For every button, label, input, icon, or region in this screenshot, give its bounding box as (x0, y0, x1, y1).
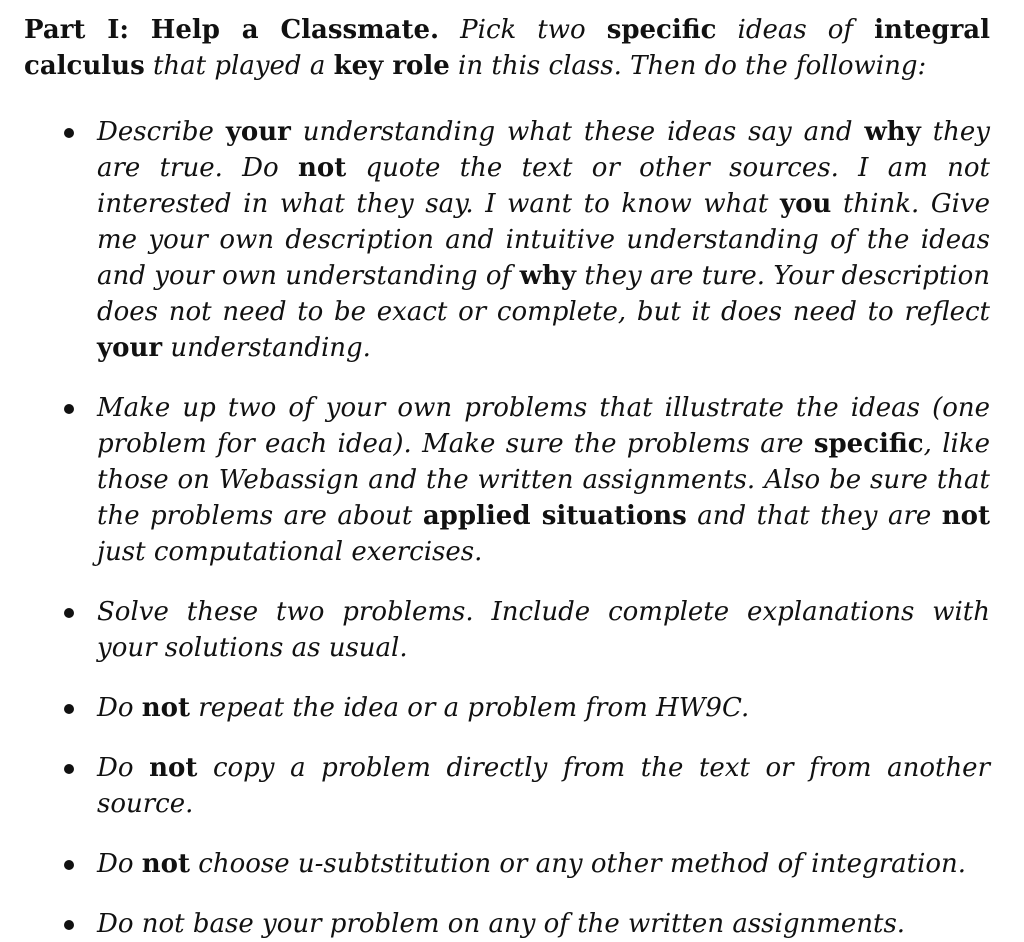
bullet-icon (64, 764, 74, 774)
list-item (97, 906, 990, 942)
body-text: they are ture. Your description does not need to be exact or complete, but it does need to reflect (97, 261, 990, 327)
body-text: Do (97, 753, 150, 783)
body-text: just computational exercises. (97, 537, 483, 567)
emphasis-text: applied situations (422, 501, 687, 531)
emphasis-text: not (941, 501, 990, 531)
emphasis-text: key role (333, 51, 450, 81)
list-item-text (97, 393, 990, 567)
intro-paragraph (24, 12, 990, 84)
emphasis-text: not (297, 153, 347, 183)
body-text: quote the text or other sources. I am not interested in what they say. I want to know what (97, 153, 990, 219)
list-item (97, 846, 990, 882)
list-item-text (97, 849, 966, 879)
list-item-text (97, 909, 905, 939)
part-heading: Part I: Help a Classmate. (24, 15, 440, 45)
body-text: think. Give me your own description and intuitive understanding of the ideas and your own understanding of (97, 189, 991, 291)
list-item-text (97, 753, 990, 819)
list-item (97, 114, 990, 366)
list-item (97, 690, 990, 726)
bullet-icon (64, 404, 74, 414)
bullet-icon (64, 860, 74, 870)
emphasis-text: why (864, 117, 921, 147)
emphasis-text: your (225, 117, 291, 147)
list-item-text (97, 597, 990, 663)
body-text: understanding what these ideas say and (290, 117, 865, 147)
emphasis-text: why (519, 261, 576, 291)
emphasis-text: specific (606, 15, 717, 45)
emphasis-text: not (149, 753, 198, 783)
emphasis-text: your (97, 333, 163, 363)
body-text: Describe (97, 117, 226, 147)
body-text: Make up two of your own problems that illustrate the ideas (one problem for each idea). Make sure the problems are (97, 393, 990, 459)
list-item-text (97, 693, 749, 723)
body-text: Solve these two problems. Include complete explanations with your solutions as usual. (97, 597, 990, 663)
emphasis-text: not (141, 849, 191, 879)
body-text: Do not base your problem on any of the written assignments. (97, 909, 906, 939)
body-text: copy a problem directly from the text or from another source. (97, 753, 990, 819)
emphasis-text: specific (813, 429, 924, 459)
bullet-icon (64, 128, 74, 138)
list-item (97, 750, 990, 822)
emphasis-text: not (141, 693, 191, 723)
body-text: understanding. (162, 333, 371, 363)
body-text: that played a (144, 51, 334, 81)
emphasis-text: integral calculus (24, 15, 990, 81)
bullet-icon (64, 920, 74, 930)
body-text: Pick two (460, 15, 607, 45)
list-item (97, 390, 990, 570)
task-list (24, 114, 990, 942)
emphasis-text: you (779, 189, 832, 219)
bullet-icon (64, 704, 74, 714)
body-text: repeat the idea or a problem from HW9C. (190, 693, 750, 723)
body-text: choose u-subtstitution or any other method of integration. (190, 849, 967, 879)
body-text: , like those on Webassign and the written assignments. Also be sure that the problems are about (97, 429, 990, 531)
bullet-icon (64, 608, 74, 618)
body-text: ideas of (716, 15, 875, 45)
body-text: in this class. Then do the following: (449, 51, 927, 81)
body-text: Do (97, 849, 142, 879)
body-text: they are true. Do (97, 117, 990, 183)
list-item-text (97, 117, 990, 363)
body-text: Do (97, 693, 142, 723)
list-item (97, 594, 990, 666)
body-text: and that they are (686, 501, 942, 531)
